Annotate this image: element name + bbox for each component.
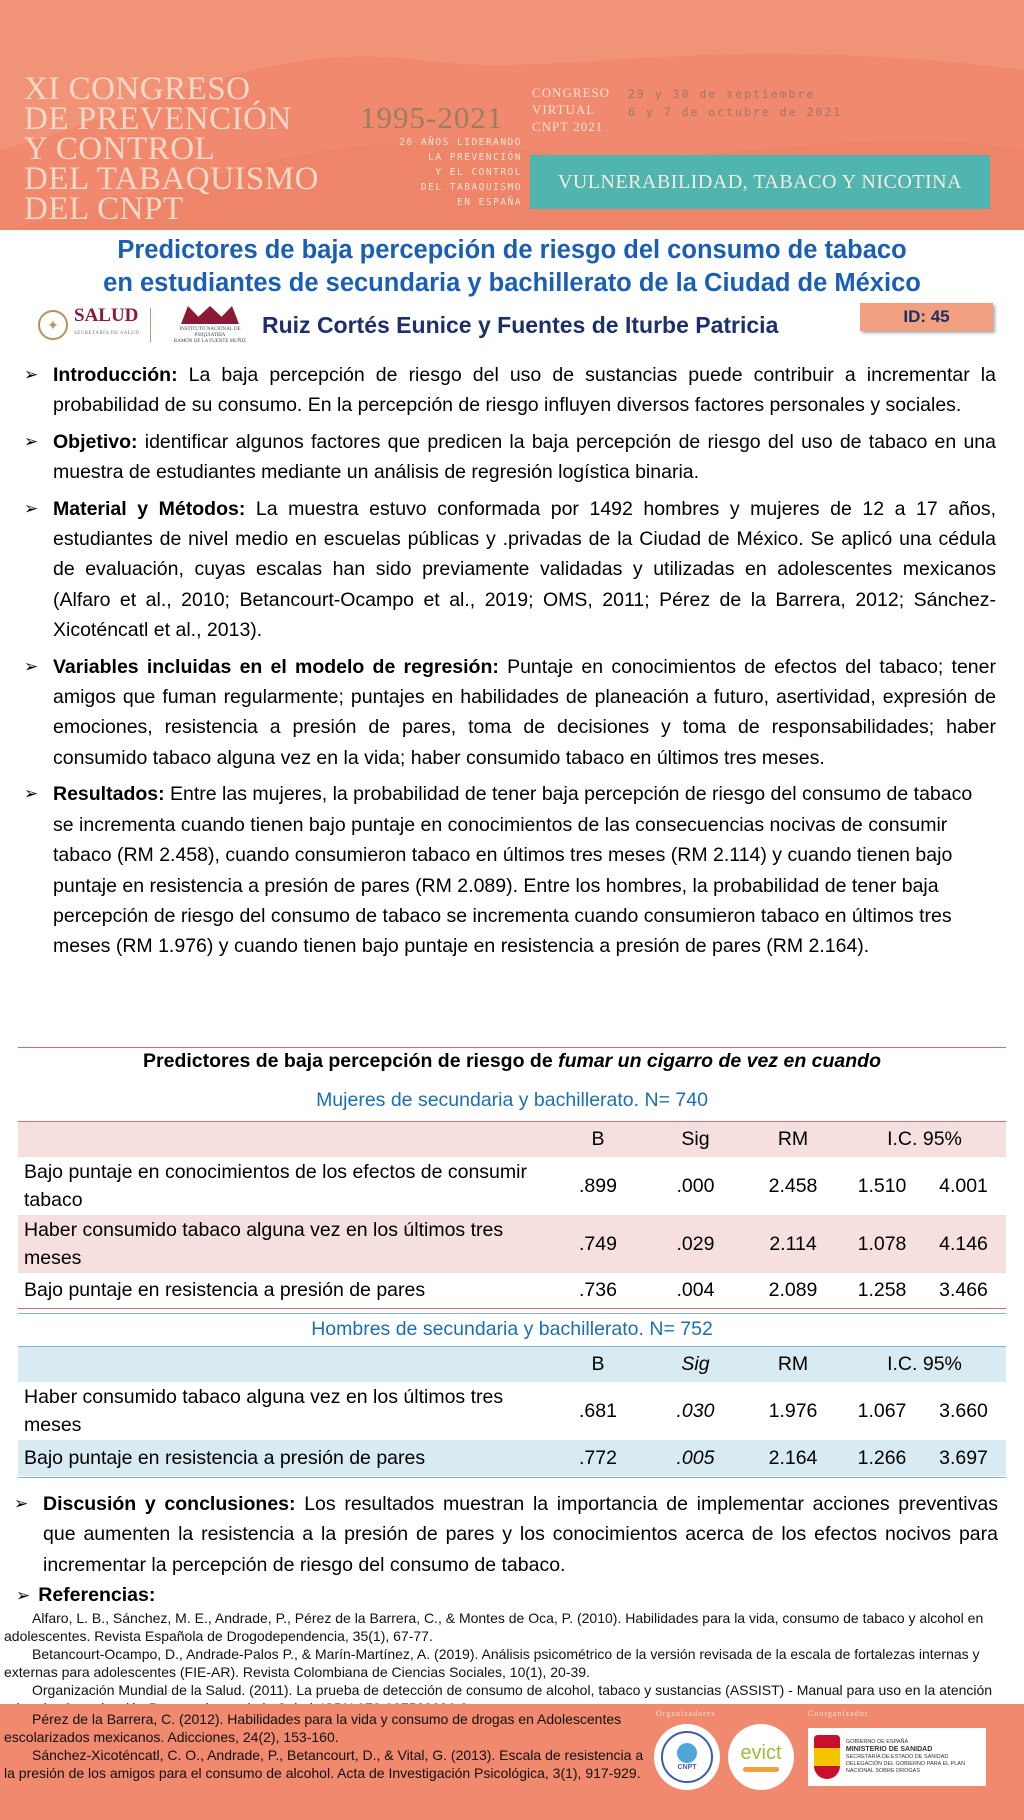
arrow-bullet-icon: ➢ bbox=[14, 1494, 29, 1513]
eagle-emblem-icon: ✦ bbox=[38, 310, 68, 340]
virtual-congress-label: CONGRESO VIRTUAL CNPT 2021 bbox=[532, 85, 611, 134]
section-discusion: ➢ Discusión y conclusiones: Los resultados muestran la importancia de implementar acciones preventivas que aumenten la resistencia a la presión de pares y los conocimientos acerca de los efectos nocivos para incrementar la percepción de riesgo del consumo de tabaco. bbox=[12, 1489, 998, 1580]
abstract-sections bbox=[22, 360, 996, 968]
column-header-b: B bbox=[591, 1353, 605, 1375]
column-header-ci: I.C. 95% bbox=[887, 1128, 962, 1150]
arrow-bullet-icon: ➢ bbox=[24, 656, 39, 676]
coorganizer-label: Coorganizador bbox=[808, 1709, 869, 1718]
column-header-rm: RM bbox=[777, 1128, 809, 1150]
inp-mark-icon bbox=[181, 306, 239, 324]
evict-logo: evict bbox=[728, 1724, 794, 1790]
section-introduccion: ➢ Introducción: La baja percepción de riesgo del uso de sustancias puede contribuir a incrementar la probabilidad de su consumo. En la percepción de riesgo influyen diversos factores personales y sociales. bbox=[22, 360, 996, 421]
congress-header bbox=[0, 0, 1024, 230]
table-row: Bajo puntaje en resistencia a presión de pares .772 .005 2.164 1.266 3.697 bbox=[18, 1440, 1006, 1476]
table-title: Predictores de baja percepción de riesgo de fumar un cigarro de vez en cuando bbox=[143, 1050, 881, 1072]
congress-dates: 29 y 30 de septiembre 6 y 7 de octubre de 2021 bbox=[628, 87, 843, 119]
cnpt-emblem-icon bbox=[677, 1743, 697, 1763]
references-heading: ➢ Referencias: bbox=[16, 1584, 156, 1606]
table-row: Bajo puntaje en conocimientos de los efectos de consumir tabaco .899 .000 2.458 1.510 4.001 bbox=[24, 1161, 988, 1211]
reference-item: Alfaro, L. B., Sánchez, M. E., Andrade, P., Pérez de la Barrera, C., & Montes de Oca, P. (2010). Habilidades para la vida, consumo de tabaco y alcohol en adolescentes. Revista Española de Drogodependencia, 35(1), 67-77. bbox=[4, 1610, 984, 1644]
column-header-sig: Sig bbox=[681, 1128, 710, 1150]
section-material-metodos: ➢ Material y Métodos: La muestra estuvo conformada por 1492 hombres y mujeres de 12 a 17 años, estudiantes de nivel medio en escuelas públicas y .privadas de la Ciudad de México. Se aplicó una cédula de evaluación, cuyas escalas han sido previamente validadas y utilizadas en adolescentes mexicanos (Alfaro et al., 2010; Betancourt-Ocampo et al., 2019; OMS, 2011; Pérez de la Barrera, 2012; Sánchez-Xicoténcatl et al., 2013). bbox=[22, 494, 996, 646]
poster-title: Predictores de baja percepción de riesgo del consumo de tabaco en estudiantes de secundaria y bachillerato de la Ciudad de México bbox=[103, 236, 921, 297]
arrow-bullet-icon: ➢ bbox=[24, 365, 39, 384]
men-table bbox=[18, 1347, 1006, 1476]
table-top-rule bbox=[18, 1047, 1006, 1048]
references-list bbox=[4, 1609, 1004, 1717]
arrow-bullet-icon: ➢ bbox=[24, 498, 39, 518]
column-header-rm: RM bbox=[777, 1353, 809, 1375]
anniversary-years: 1995-2021 bbox=[360, 100, 504, 135]
women-bottom-rule bbox=[18, 1308, 1006, 1309]
reference-item: Sánchez-Xicoténcatl, C. O., Andrade, P., Betancourt, D., & Vital, G. (2013). Escala de resistencia a la presión de los amigos para el consumo de alcohol. Acta de Investigación Psicológica, 3(1), 917-929. bbox=[4, 1747, 644, 1781]
men-bottom-rule bbox=[18, 1477, 1006, 1478]
poster-id-badge: ID: 45 bbox=[860, 303, 993, 331]
section-variables: ➢ Variables incluidas en el modelo de regresión: Puntaje en conocimientos de efectos del tabaco; tener amigos que fuman regularmente; puntajes en habilidades de planeación a futuro, asertividad, expresión de emociones, resistencia a presión de pares, toma de decisiones y toma de responsabilidades; haber consumido tabaco alguna vez en la vida; haber consumido tabaco en últimos tres meses. bbox=[22, 652, 996, 774]
anniversary-subtitle: 26 AÑOS LIDERANDO LA PREVENCIÓN Y EL CONTROL DEL TABAQUISMO EN ESPAÑA bbox=[399, 137, 522, 208]
arrow-bullet-icon: ➢ bbox=[16, 1586, 31, 1605]
inp-logo: INSTITUTO NACIONAL DE PSIQUIATRÍA RAMÓN DE LA FUENTE MUÑIZ bbox=[170, 306, 250, 345]
table-row: Haber consumido tabaco alguna vez en los últimos tres meses .681 .030 1.976 1.067 3.660 bbox=[24, 1386, 988, 1436]
section-objetivo: ➢ Objetivo: identificar algunos factores que predicen la baja percepción de riesgo del uso de tabaco en una muestra de estudiantes mediante un análisis de regresión logística binaria. bbox=[22, 427, 996, 488]
reference-item: Pérez de la Barrera, C. (2012). Habilidades para la vida y consumo de drogas en Adolescentes escolarizados mexicanos. Adicciones, 24(2), 153-160. bbox=[4, 1711, 622, 1745]
section-resultados: ➢ Resultados: Entre las mujeres, la probabilidad de tener baja percepción de riesgo del consumo de tabaco se incrementa cuando tienen bajo puntaje en conocimientos de las consecuencias nocivas de consumir tabaco (RM 2.458), cuando consumieron tabaco en últimos tres meses (RM 2.114) y cuando tienen bajo puntaje en resistencia a presión de pares (RM 2.089). Entre los hombres, la probabilidad de tener baja percepción de riesgo del consumo de tabaco se incrementa cuando consumieron tabaco en últimos tres meses (RM 1.976) y cuando tienen bajo puntaje en resistencia a presión de pares (RM 2.164). bbox=[22, 779, 996, 961]
table-row: Bajo puntaje en resistencia a presión de pares .736 .004 2.089 1.258 3.466 bbox=[24, 1278, 988, 1301]
table-header-row bbox=[18, 1347, 1006, 1382]
arrow-bullet-icon: ➢ bbox=[24, 784, 39, 804]
reference-item: Betancourt-Ocampo, D., Andrade-Palos P., & Marín-Martínez, A. (2019). Análisis psicométrico de la versión revisada de la escala de fortalezas internas y externas para adolescentes (FIE-AR). Revista Colombiana de Ciencias Sociales, 10(1), 20-39. bbox=[4, 1646, 980, 1680]
column-header-ci: I.C. 95% bbox=[887, 1353, 962, 1375]
footer-band bbox=[0, 1704, 1024, 1820]
cnpt-logo: CNPT bbox=[654, 1724, 720, 1790]
logo-divider bbox=[150, 308, 151, 342]
women-table-subtitle: Mujeres de secundaria y bachillerato. N= 740 bbox=[316, 1089, 708, 1111]
women-table bbox=[18, 1122, 1006, 1307]
authors: Ruiz Cortés Eunice y Fuentes de Iturbe Patricia bbox=[262, 312, 779, 338]
men-table-subtitle: Hombres de secundaria y bachillerato. N= 752 bbox=[311, 1318, 713, 1340]
evict-swoosh-icon bbox=[743, 1767, 779, 1772]
spain-coat-of-arms-icon bbox=[814, 1735, 840, 1779]
men-top-rule bbox=[18, 1313, 1006, 1314]
organizers-label: Organizadores bbox=[656, 1709, 716, 1718]
congress-name: XI CONGRESO DE PREVENCIÓN Y CONTROL DEL TABAQUISMO DEL CNPT bbox=[24, 71, 319, 227]
ministerio-sanidad-logo: GOBIERNO DE ESPAÑA MINISTERIO DE SANIDAD SECRETARÍA DE ESTADO DE SANIDAD DELEGACIÓN DEL GOBIERNO PARA EL PLAN NACIONAL SOBRE DROGAS bbox=[808, 1728, 986, 1786]
reference-item: Organización Mundial de la Salud. (2011). La prueba de detección de consumo de alcohol, tabaco y sustancias (ASSIST) - Manual para uso en la atención bbox=[32, 1682, 993, 1698]
references-continued bbox=[4, 1710, 644, 1782]
table-header-row bbox=[18, 1122, 1006, 1157]
arrow-bullet-icon: ➢ bbox=[24, 431, 39, 451]
column-header-sig: Sig bbox=[681, 1353, 710, 1375]
table-row: Haber consumido tabaco alguna vez en los últimos tres meses .749 .029 2.114 1.078 4.146 bbox=[18, 1215, 1006, 1273]
congress-theme-banner: VULNERABILIDAD, TABACO Y NICOTINA bbox=[530, 155, 990, 209]
column-header-b: B bbox=[591, 1128, 605, 1150]
salud-logo: ✦ SALUD SECRETARÍA DE SALUD bbox=[38, 307, 140, 343]
